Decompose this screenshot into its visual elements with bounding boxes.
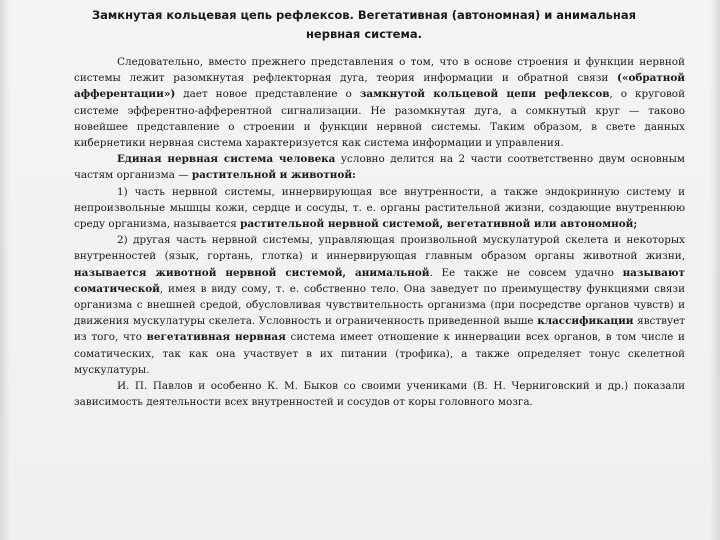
- text-run: система имеет отношение к иннервации всех органов, в том числе и соматических, так как она участвует в их питании (трофика), а также определяет тонус скелетной мускулатуры.: [74, 331, 685, 376]
- bold-term: Единая нервная система человека: [117, 153, 336, 166]
- paragraph-vegetative: [74, 184, 685, 233]
- bold-term: («обратной афферентации»): [74, 72, 685, 101]
- slide-left-shadow: [0, 0, 10, 540]
- bold-term: классификации: [537, 315, 634, 328]
- text-run: И. П. Павлов и особенно К. М. Быков со своими учениками (В. Н. Черниговский и др.) показали зависимость деятельности всех внутренностей и сосудов от коры головного мозга.: [74, 380, 685, 409]
- text-run: дает новое представление о: [175, 88, 360, 101]
- text-run: Следовательно, вместо прежнего представления о том, что в основе строения и функции нервной системы лежит разомкнутая рефлекторная дуга, теория информации и обратной связи: [74, 56, 685, 85]
- bold-term: растительной и животной:: [191, 169, 356, 182]
- paragraph-feedback: [74, 54, 685, 151]
- paragraph-unified-system: [74, 151, 685, 183]
- text-run: . Ее также не совсем удачно: [429, 266, 623, 279]
- slide-body: [74, 54, 685, 410]
- text-run: , о круговой системе эфферентно-афферентной сигнализации. Не разомкнутая дуга, а сомкнутый круг — таково новейшее представление о строении и функции нервной системы. Таким образом, в свете данных кибернетики нервная система характеризуется как система информации и управления.: [74, 88, 685, 150]
- paragraph-pavlov: [74, 378, 685, 410]
- text-run: , имея в виду сому, т. е. собственно тело. Она заведует по преимуществу функциями связи организма с внешней средой, обусловливая чувствительность организма (при посредстве органов чувств) и движения мускулатуры скелета. Условность и ограниченность приведенной выше: [74, 282, 685, 328]
- bold-term: растительной нервной системой, вегетативной или автономной;: [240, 218, 638, 231]
- slide-title: Замкнутая кольцевая цепь рефлексов. Вегетативная (автономная) и анимальная нервная система.: [91, 8, 637, 41]
- bold-term: называют соматической: [74, 266, 685, 295]
- slide-right-shadow: [710, 0, 720, 540]
- paragraph-animal: [74, 232, 685, 378]
- text-run: 2) другая часть нервной системы, управляющая произвольной мускулатурой скелета и некоторых внутренностей (язык, гортань, глотка) и иннервирующая главным образом органы животной жизни,: [74, 234, 685, 263]
- text-run: явствует из того, что: [74, 315, 685, 344]
- bold-term: замкнутой кольцевой цепи рефлексов: [359, 88, 610, 101]
- bold-term: вегетативная нервная: [146, 331, 286, 344]
- text-run: условно делится на 2 части соответственно двум основным частям организма —: [74, 153, 685, 182]
- text-run: 1) часть нервной системы, иннервирующая все внутренности, а также эндокринную систему и непроизвольные мышцы кожи, сердце и сосуды, т. е. органы растительной жизни, создающие внутреннюю среду организма, называется: [74, 185, 685, 231]
- bold-term: называется животной нервной системой, анимальной: [74, 266, 430, 279]
